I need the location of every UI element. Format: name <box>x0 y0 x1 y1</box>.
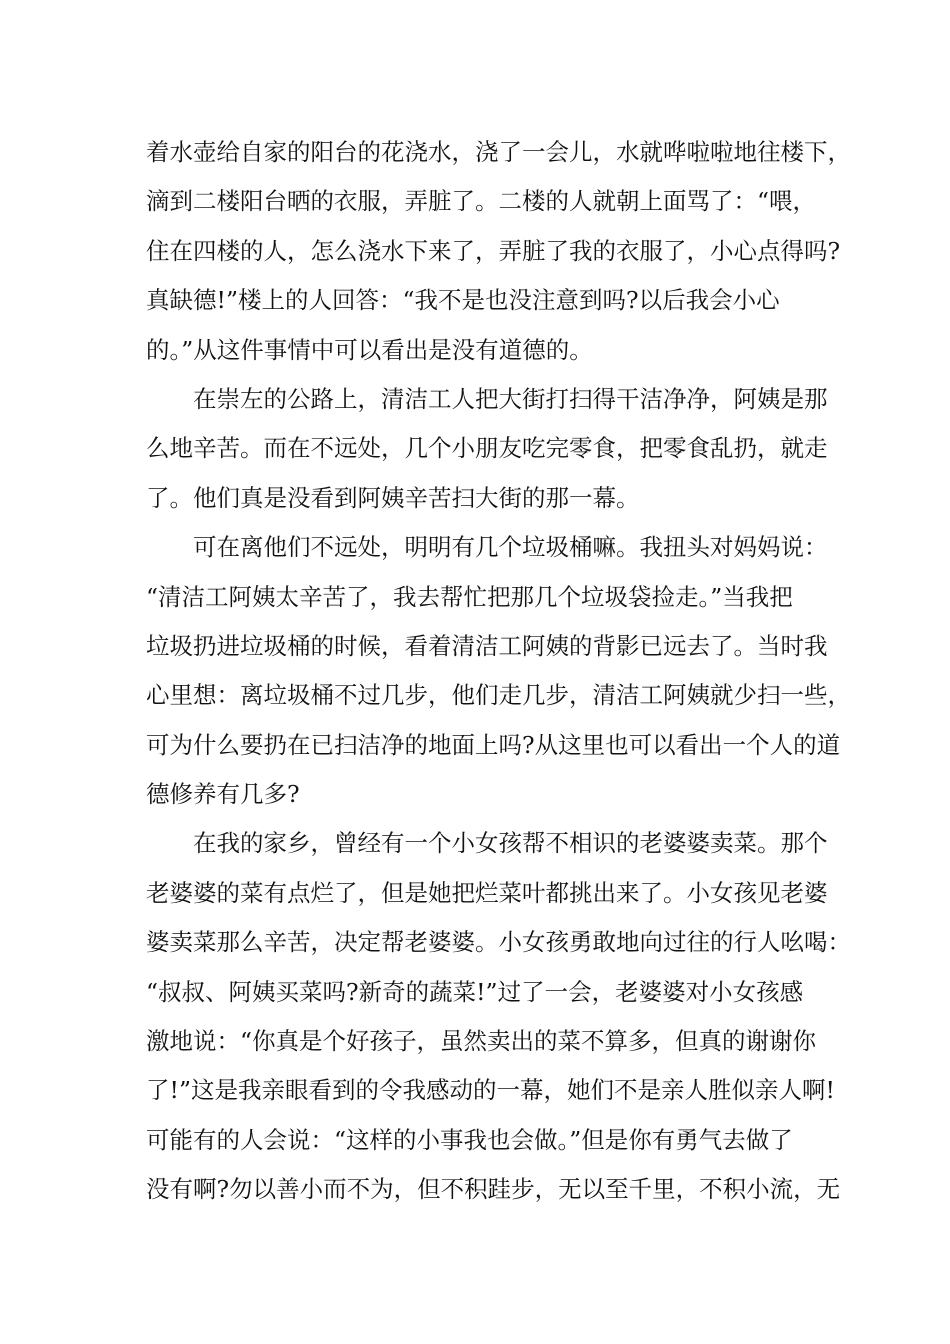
text-line: 德修养有几多? <box>146 780 300 809</box>
text-line: 激地说：“你真是个好孩子，虽然卖出的菜不算多，但真的谢谢你 <box>146 1027 817 1056</box>
text-line: 老婆婆的菜有点烂了，但是她把烂菜叶都挑出来了。小女孩见老婆 <box>146 878 828 907</box>
text-line: 的。”从这件事情中可以看出是没有道德的。 <box>146 335 593 364</box>
text-line: 住在四楼的人，怎么浇水下来了，弄脏了我的衣服了，小心点得吗? <box>146 236 841 265</box>
text-line: 么地辛苦。而在不远处，几个小朋友吃完零食，把零食乱扔，就走 <box>146 434 828 463</box>
text-line: 可能有的人会说：“这样的小事我也会做。”但是你有勇气去做了 <box>146 1125 793 1154</box>
text-line: 可在离他们不远处，明明有几个垃圾桶嘛。我扭头对妈妈说： <box>146 533 828 562</box>
text-line: 了。他们真是没看到阿姨辛苦扫大街的那一幕。 <box>146 483 640 512</box>
body-text <box>146 128 851 1215</box>
text-line: 没有啊?勿以善小而不为，但不积跬步，无以至千里，不积小流，无 <box>146 1175 841 1204</box>
text-line: 真缺德!”楼上的人回答：“我不是也没注意到吗?以后我会小心 <box>146 286 780 315</box>
text-line: 着水壶给自家的阳台的花浇水，浇了一会儿，水就哗啦啦地往楼下， <box>146 138 851 166</box>
text-line: “叔叔、阿姨买菜吗?新奇的蔬菜!”过了一会，老婆婆对小女孩感 <box>146 977 804 1006</box>
text-line: “清洁工阿姨太辛苦了，我去帮忙把那几个垃圾袋捡走。”当我把 <box>146 582 793 611</box>
text-line: 在崇左的公路上，清洁工人把大街打扫得干洁净净，阿姨是那 <box>146 384 828 413</box>
text-line: 可为什么要扔在已扫洁净的地面上吗?从这里也可以看出一个人的道 <box>146 730 841 759</box>
text-line: 婆卖菜那么辛苦，决定帮老婆婆。小女孩勇敢地向过往的行人吆喝： <box>146 928 851 957</box>
text-line: 在我的家乡，曾经有一个小女孩帮不相识的老婆婆卖菜。那个 <box>146 829 828 858</box>
text-line: 垃圾扔进垃圾桶的时候，看着清洁工阿姨的背影已远去了。当时我 <box>146 631 828 660</box>
text-line: 滴到二楼阳台晒的衣服，弄脏了。二楼的人就朝上面骂了：“喂， <box>146 187 817 216</box>
text-line: 了!”这是我亲眼看到的令我感动的一幕，她们不是亲人胜似亲人啊! <box>146 1076 835 1105</box>
text-line: 心里想：离垃圾桶不过几步，他们走几步，清洁工阿姨就少扫一些， <box>146 681 851 710</box>
